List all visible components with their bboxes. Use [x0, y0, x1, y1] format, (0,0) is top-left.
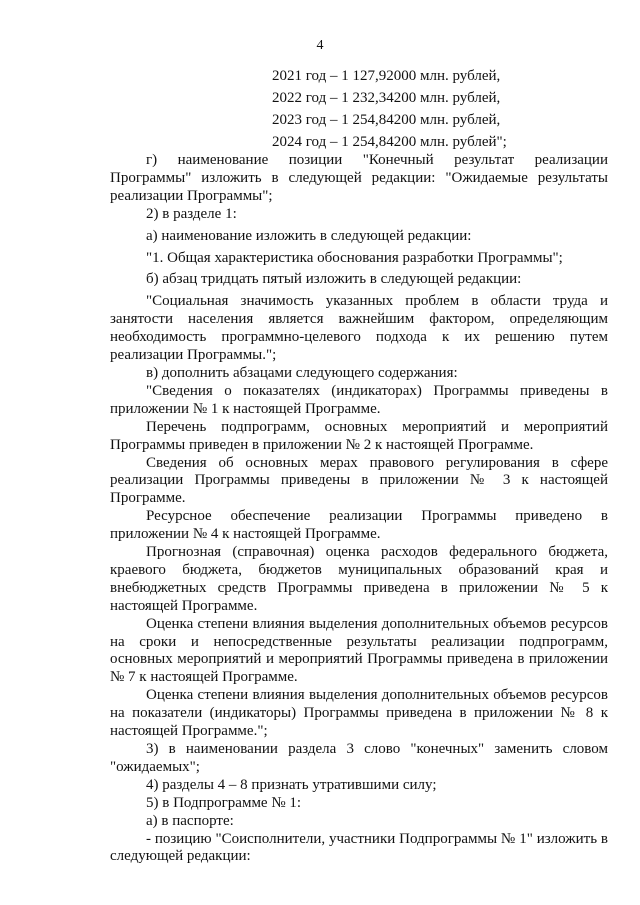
- paragraph-item-2v: в) дополнить абзацами следующего содержания:: [146, 364, 458, 381]
- document-body: [110, 152, 608, 866]
- paragraph-item-5: 5) в Подпрограмме № 1:: [146, 794, 302, 811]
- paragraph-item-2b: б) абзац тридцать пятый изложить в следующей редакции:: [146, 271, 522, 288]
- paragraph-quote-social-significance: "Социальная значимость указанных проблем в области труда и занятости населения является важнейшим фактором, определяющим необходимость программно-целевого подхода к их решению путем реализации Программы.";: [110, 293, 608, 364]
- paragraph-appendix-1: "Сведения о показателях (индикаторах) Программы приведены в приложении № 1 к настоящей Программе.: [110, 382, 608, 417]
- budget-line-2021: 2021 год – 1 127,92000 млн. рублей,: [272, 68, 501, 84]
- paragraph-appendix-2: Перечень подпрограмм, основных мероприятий и мероприятий Программы приведен в приложении № 2 к настоящей Программе.: [110, 418, 608, 453]
- page-number: 4: [316, 38, 324, 53]
- paragraph-appendix-8: Оценка степени влияния выделения дополнительных объемов ресурсов на показатели (индикаторы) Программы приведена в приложении № 8 к настоящей Программе.";: [110, 687, 608, 740]
- budget-line-2024: 2024 год – 1 254,84200 млн. рублей";: [272, 134, 507, 150]
- paragraph-co-executors: - позицию "Соисполнители, участники Подпрограммы № 1" изложить в следующей редакции:: [110, 830, 608, 865]
- paragraph-item-g: г) наименование позиции "Конечный результат реализации Программы" изложить в следующей редакции: "Ожидаемые результаты реализации Программы";: [110, 152, 608, 204]
- budget-line-2022: 2022 год – 1 232,34200 млн. рублей,: [272, 90, 501, 106]
- budget-line-2023: 2023 год – 1 254,84200 млн. рублей,: [272, 112, 501, 128]
- paragraph-item-3: 3) в наименовании раздела 3 слово "конечных" заменить словом "ожидаемых";: [110, 741, 608, 775]
- paragraph-appendix-5: Прогнозная (справочная) оценка расходов федерального бюджета, краевого бюджета, бюджетов муниципальных образований края и внебюджетных средств Программы приведена в приложении № 5 к настоящей Программе.: [110, 544, 608, 614]
- paragraph-item-2a: а) наименование изложить в следующей редакции:: [146, 227, 472, 244]
- paragraph-item-4: 4) разделы 4 – 8 признать утратившими силу;: [146, 776, 437, 793]
- paragraph-item-5a: а) в паспорте:: [146, 812, 234, 829]
- paragraph-appendix-3: Сведения об основных мерах правового регулирования в сфере реализации Программы приведены в приложении № 3 к настоящей Программе.: [110, 454, 608, 507]
- paragraph-quote-section-title: "1. Общая характеристика обоснования разработки Программы";: [146, 249, 563, 266]
- budget-list: [272, 66, 507, 152]
- paragraph-appendix-4: Ресурсное обеспечение реализации Программы приведено в приложении № 4 к настоящей Программе.: [110, 508, 608, 543]
- paragraph-item-2: 2) в разделе 1:: [146, 205, 237, 222]
- paragraph-appendix-7: Оценка степени влияния выделения дополнительных объемов ресурсов на сроки и непосредственные результаты реализации подпрограмм, основных мероприятий и мероприятий Программы приведена в приложении № 7 к настоящей Программе.: [110, 615, 608, 686]
